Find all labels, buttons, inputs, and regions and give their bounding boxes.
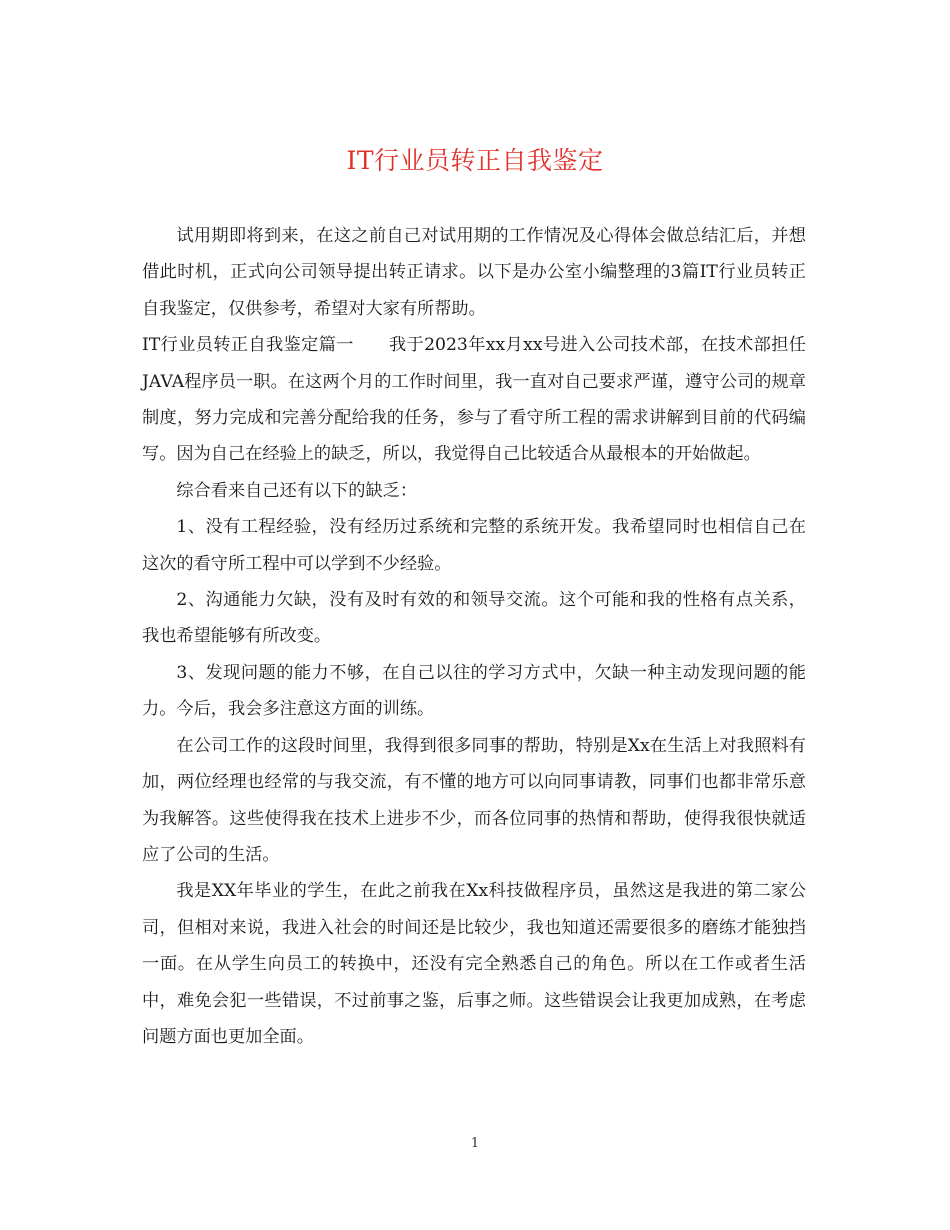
document-title: IT行业员转正自我鉴定 — [346, 146, 604, 175]
document-body — [142, 218, 806, 1055]
paragraph-colleagues: 在公司工作的这段时间里，我得到很多同事的帮助，特别是Xx在生活上对我照料有加，两位经理也经常的与我交流，有不懂的地方可以向同事请教，同事们也都非常乐意为我解答。这些使得我在技术上进步不少，而各位同事的热情和帮助，使得我很快就适应了公司的生活。 — [142, 735, 806, 865]
paragraph-intro: 试用期即将到来，在这之前自己对试用期的工作情况及心得体会做总结汇后，并想借此时机，正式向公司领导提出转正请求。以下是办公室小编整理的3篇IT行业员转正自我鉴定，仅供参考，希望对大家有所帮助。 — [142, 226, 806, 319]
paragraph-shortcoming-3: 3、发现问题的能力不够，在自己以往的学习方式中，欠缺一种主动发现问题的能力。今后，我会多注意这方面的训练。 — [142, 662, 806, 720]
paragraph-shortcoming-1: 1、没有工程经验，没有经历过系统和完整的系统开发。我希望同时也相信自己在这次的看守所工程中可以学到不少经验。 — [142, 517, 806, 574]
paragraph-shortcomings-heading: 综合看来自己还有以下的缺乏： — [176, 480, 418, 501]
paragraph-background: 我是XX年毕业的学生，在此之前我在Xx科技做程序员，虽然这是我进的第二家公司，但相对来说，我进入社会的时间还是比较少，我也知道还需要很多的磨练才能独挡一面。在从学生向员工的转换中，还没有完全熟悉自己的角色。所以在工作或者生活中，难免会犯一些错误，不过前事之鉴，后事之师。这些错误会让我更加成熟，在考虑问题方面也更加全面。 — [142, 881, 806, 1047]
page-number: 1 — [470, 1136, 480, 1151]
paragraph-article-one: IT行业员转正自我鉴定篇一 我于2023年xx月xx号进入公司技术部，在技术部担任JAVA程序员一职。在这两个月的工作时间里，我一直对自己要求严谨，遵守公司的规章制度，努力完成和完善分配给我的任务，参与了看守所工程的需求讲解到目前的代码编写。因为自己在经验上的缺乏，所以，我觉得自己比较适合从最根本的开始做起。 — [142, 335, 806, 465]
paragraph-shortcoming-2: 2、沟通能力欠缺，没有及时有效的和领导交流。这个可能和我的性格有点关系，我也希望能够有所改变。 — [142, 590, 806, 647]
